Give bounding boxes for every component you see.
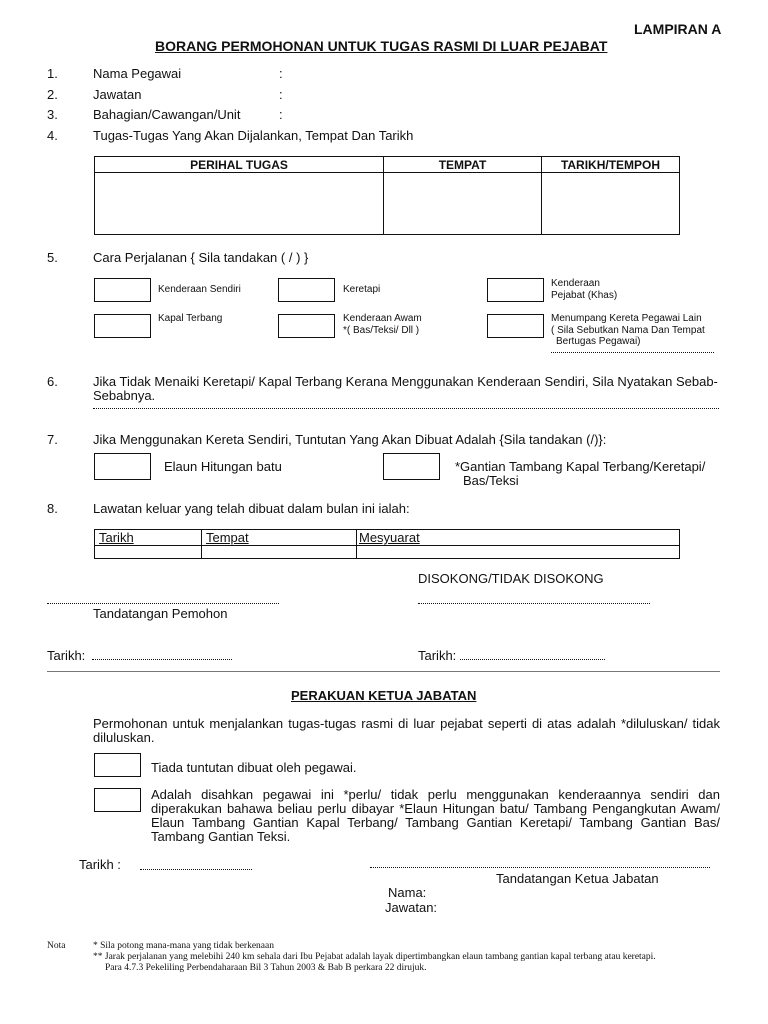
field-num: 3. [47,107,58,122]
q5-num: 5. [47,250,58,265]
task-table-header: TARIKH/TEMPOH [542,157,680,173]
option-label: Keretapi [343,284,381,295]
visit-cell-tempat[interactable] [202,546,357,559]
field-label-jawatan: Jawatan [93,87,142,102]
option-label: Bas/Teksi [463,473,519,488]
checkbox-tiada-tuntutan[interactable] [94,753,141,777]
visits-table-header: Mesyuarat [357,530,680,546]
ketua-signature-label: Tandatangan Ketua Jabatan [496,871,659,886]
nota-label: Nota [47,941,66,951]
option-label: ( Sila Sebutkan Nama Dan Tempat [551,325,705,336]
checkbox-disahkan[interactable] [94,788,141,812]
disokong-label: DISOKONG/TIDAK DISOKONG [418,571,604,586]
menumpang-detail-line[interactable] [551,352,714,353]
option-label: *( Bas/Teksi/ Dll ) [343,325,420,336]
field-colon: : [279,66,283,81]
option-label: Elaun Hitungan batu [164,459,282,474]
field-label-nama: Nama Pegawai [93,66,182,81]
q6-num: 6. [47,374,58,389]
option-label: Kapal Terbang [158,313,223,324]
field-num: 2. [47,87,58,102]
nota-line: ** Jarak perjalanan yang melebihi 240 km sehala dari Ibu Pejabat adalah layak dipertimbangkan elaun tambang gantian kapal terbang atau keretapi. [93,952,656,962]
tarikh-left-label: Tarikh: [47,648,86,663]
perakuan-tarikh-label: Tarikh : [79,857,121,872]
pemohon-signature-line[interactable] [47,603,279,604]
section-divider [47,671,720,672]
field-colon: : [279,107,283,122]
supporter-signature-line[interactable] [418,603,650,604]
q6-label-line1: Jika Tidak Menaiki Keretapi/ Kapal Terbang Kerana Menggunakan Kenderaan Sendiri, Sila Nyatakan Sebab- [93,374,718,389]
task-cell-perihal[interactable] [95,173,384,235]
checkbox-gantian-tambang[interactable] [383,453,440,480]
tarikh-left-line[interactable] [92,659,232,660]
q8-num: 8. [47,501,58,516]
visits-table-header: Tarikh [95,530,202,546]
option-label: Kenderaan [551,278,600,289]
q7-num: 7. [47,432,58,447]
task-cell-tempat[interactable] [384,173,542,235]
task-table-header: TEMPAT [384,157,542,173]
q4-num: 4. [47,128,58,143]
visit-cell-tarikh[interactable] [95,546,202,559]
option-label: *Gantian Tambang Kapal Terbang/Keretapi/ [455,459,706,474]
nota-line: Para 4.7.3 Pekeliling Perbendaharaan Bil 3 Tahun 2003 & Bab B perkara 22 dirujuk. [105,963,427,973]
option-label: Kenderaan Sendiri [158,284,241,295]
perakuan-option2-label: Adalah disahkan pegawai ini *perlu/ tidak perlu menggunakan kenderaannya sendiri dan diperakukan bahawa beliau perlu dibayar *Elaun Hitungan batu/ Tambang Pengangkutan Awam/ Elaun Tambang Gantian Kapal Terbang/ Tambang Gantian Keretapi/ Tambang Gantian Bas/ Tambang Gantian Teksi. [151,787,720,844]
field-label-bahagian: Bahagian/Cawangan/Unit [93,107,241,122]
field-colon: : [279,87,283,102]
option-label: Kenderaan Awam [343,313,422,324]
checkbox-keretapi[interactable] [278,278,335,302]
annex-label: LAMPIRAN A [634,21,722,37]
q6-label-line2: Sebabnya. [93,388,156,403]
option-label: Menumpang Kereta Pegawai Lain [551,313,702,324]
ketua-nama-label: Nama: [388,885,427,900]
visits-table-header: Tempat [202,530,357,546]
q8-label: Lawatan keluar yang telah dibuat dalam bulan ini ialah: [93,501,410,516]
checkbox-kenderaan-pejabat[interactable] [487,278,544,302]
task-cell-tarikh[interactable] [542,173,680,235]
visits-table [94,529,680,559]
checkbox-kapal-terbang[interactable] [94,314,151,338]
pemohon-signature-label: Tandatangan Pemohon [93,606,228,621]
checkbox-menumpang[interactable] [487,314,544,338]
perakuan-tarikh-line[interactable] [140,869,252,870]
task-table-header: PERIHAL TUGAS [95,157,384,173]
checkbox-elaun-hitungan-batu[interactable] [94,453,151,480]
perakuan-intro: Permohonan untuk menjalankan tugas-tugas rasmi di luar pejabat seperti di atas adalah *diluluskan/ tidak diluluskan. [93,716,720,745]
option-label: Pejabat (Khas) [551,290,618,301]
ketua-signature-line[interactable] [370,867,710,868]
perakuan-option1-label: Tiada tuntutan dibuat oleh pegawai. [151,760,357,775]
q5-label: Cara Perjalanan { Sila tandakan ( / ) } [93,250,309,265]
q4-label: Tugas-Tugas Yang Akan Dijalankan, Tempat Dan Tarikh [93,128,414,143]
tarikh-right-label: Tarikh: [418,648,457,663]
tarikh-right-line[interactable] [460,659,605,660]
perakuan-heading: PERAKUAN KETUA JABATAN [291,688,477,703]
ketua-jawatan-label: Jawatan: [385,900,438,915]
checkbox-kenderaan-awam[interactable] [278,314,335,338]
nota-line: * Sila potong mana-mana yang tidak berkenaan [93,941,274,951]
field-num: 1. [47,66,58,81]
checkbox-kenderaan-sendiri[interactable] [94,278,151,302]
q6-answer-line[interactable] [93,408,719,409]
q7-label: Jika Menggunakan Kereta Sendiri, Tuntutan Yang Akan Dibuat Adalah {Sila tandakan (/)}: [93,432,607,447]
option-label: Bertugas Pegawai) [556,336,641,347]
form-title: BORANG PERMOHONAN UNTUK TUGAS RASMI DI LUAR PEJABAT [155,38,608,54]
visit-cell-mesyuarat[interactable] [357,546,680,559]
task-table [94,156,680,235]
